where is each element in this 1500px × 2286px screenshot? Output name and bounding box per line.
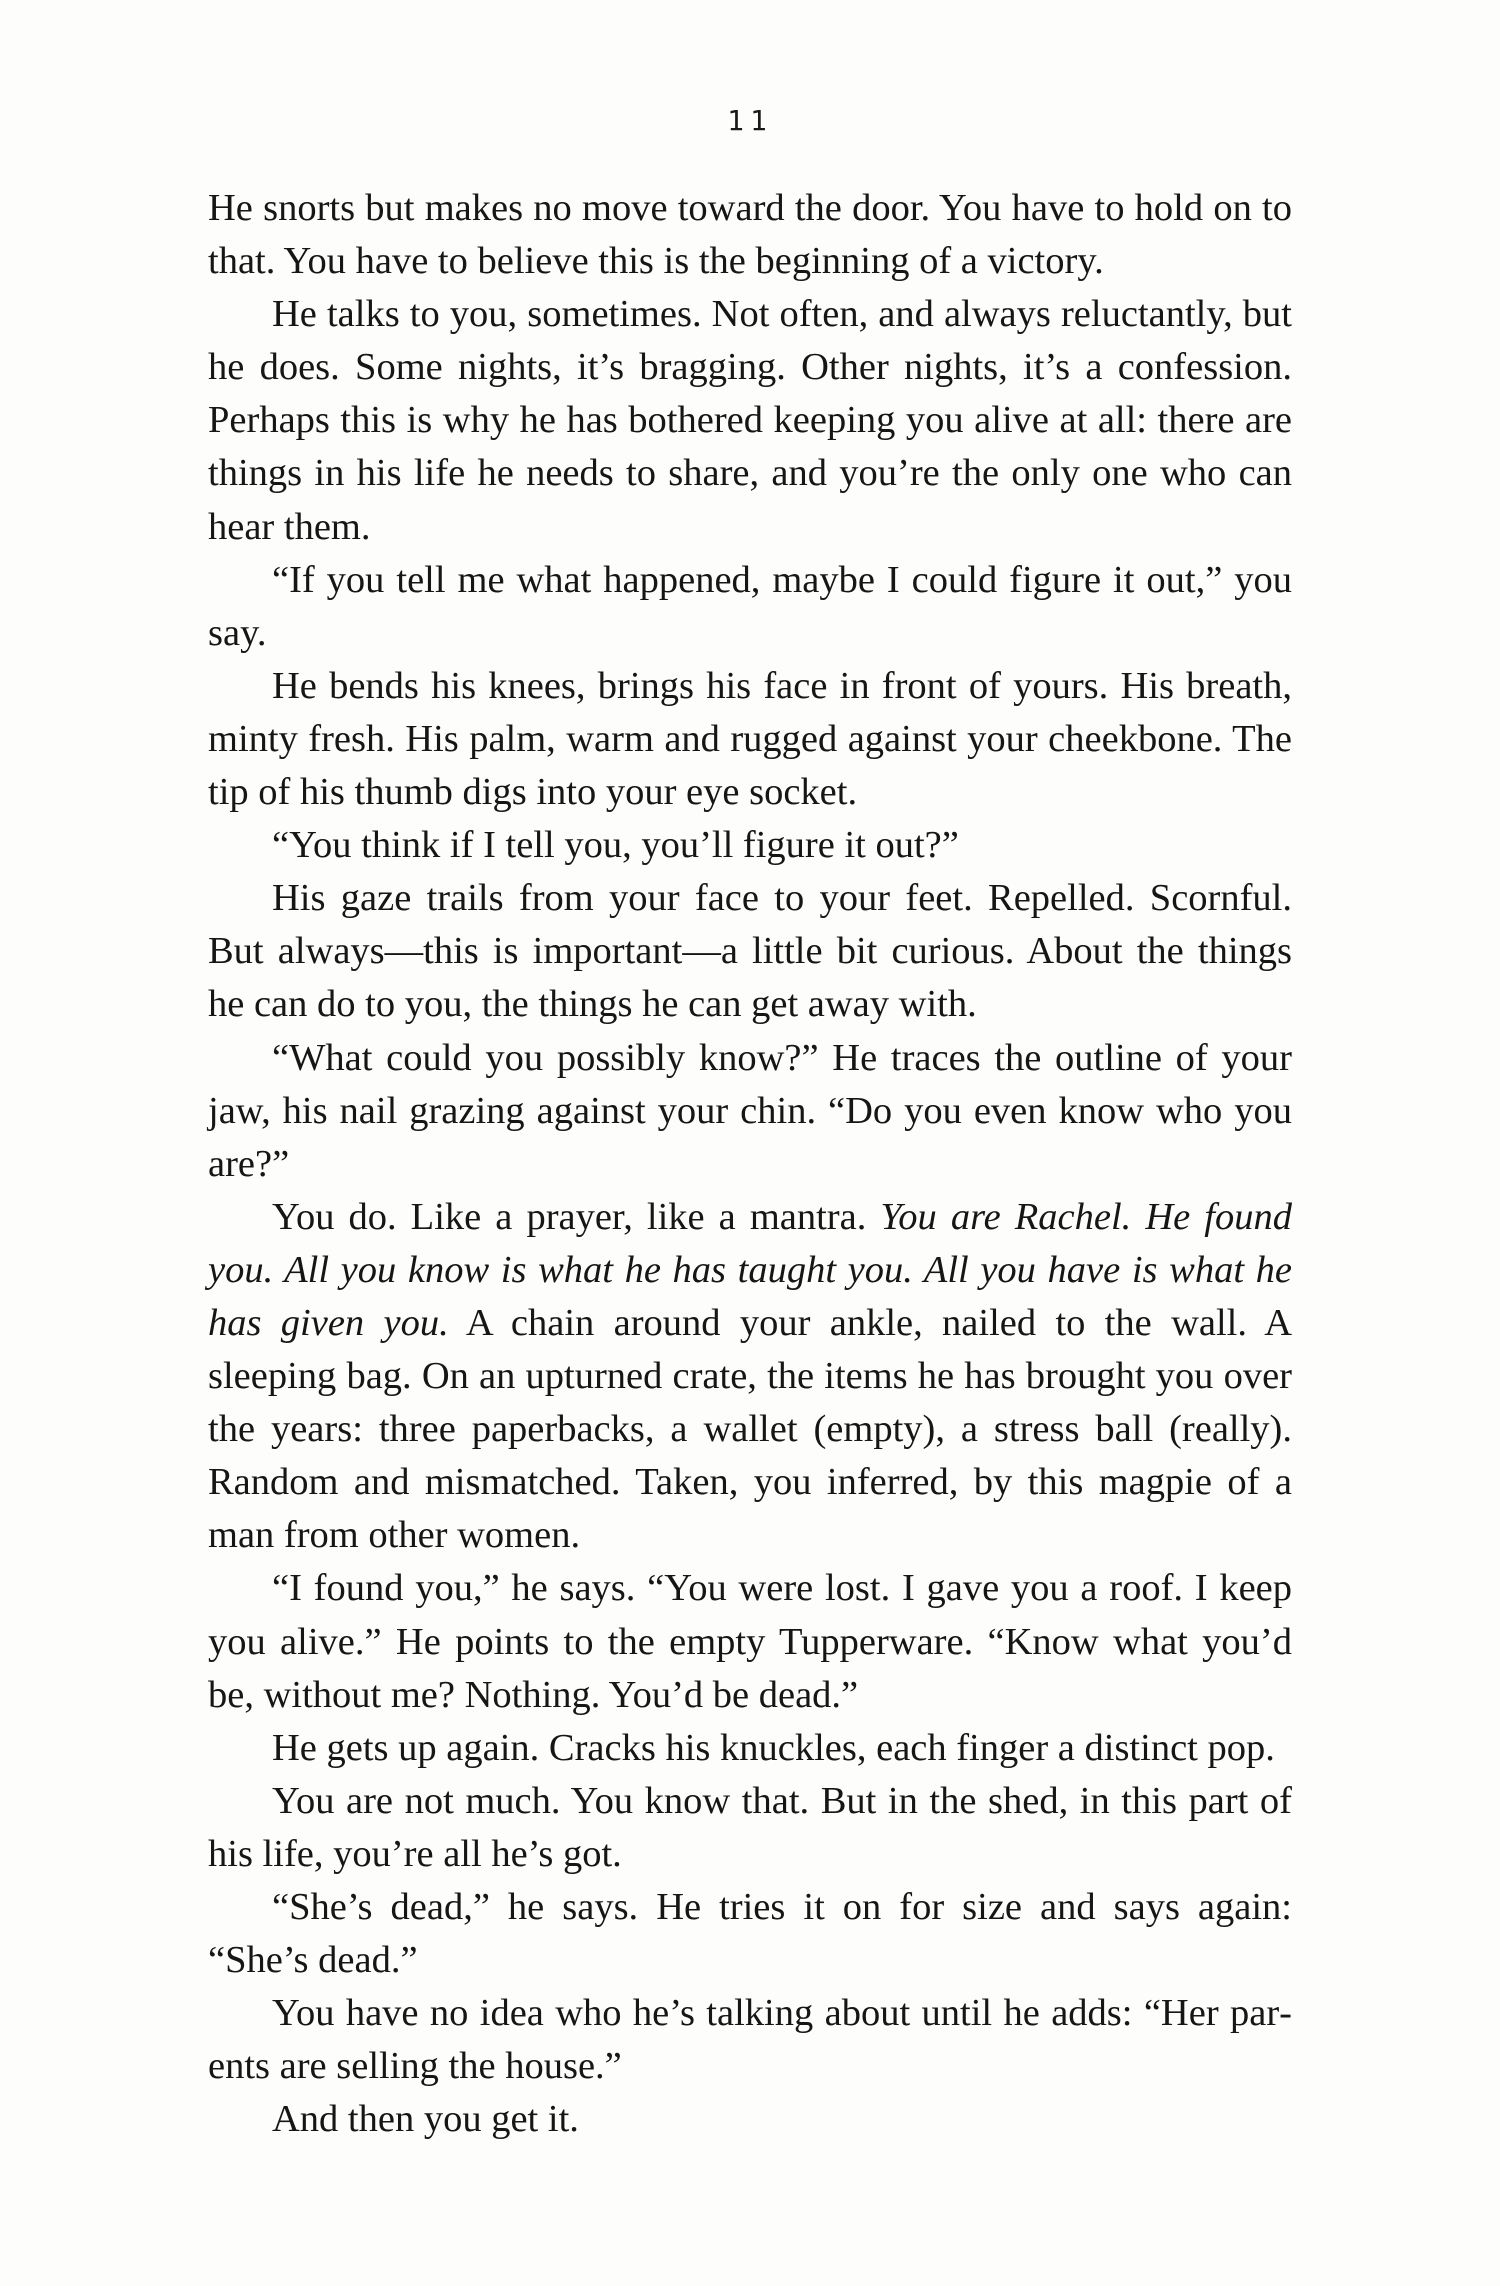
paragraph-lead: You do. Like a prayer, like a mantra. [272, 1195, 881, 1238]
italic-passage: You are Rachel. He found you. All you know is what he has taught you. All you have is what he has given you. [208, 1195, 1293, 1344]
paragraph: He gets up again. Cracks his knuckles, each finger a distinct pop. [272, 1726, 1275, 1769]
paragraph: You have no idea who he’s talking about until he adds: “Her parents are selling the house.” [208, 1992, 1292, 2088]
paragraph: You are not much. You know that. But in the shed, in this part of his life, you’re all he’s got. [208, 1779, 1292, 1875]
paragraph: “I found you,” he says. “You were lost. I gave you a roof. I keep you alive.” He points to the empty Tupperware. “Know what you’d be, without me? Nothing. You’d be dead.” [208, 1567, 1292, 1716]
paragraph: “You think if I tell you, you’ll figure it out?” [272, 824, 959, 867]
paragraph: He bends his knees, brings his face in front of yours. His breath, minty fresh. His palm, warm and rugged against your cheekbone. The tip of his thumb digs into your eye socket. [208, 664, 1292, 814]
paragraph: “What could you possibly know?” He traces the outline of your jaw, his nail grazing against your chin. “Do you even know who you are?” [208, 1036, 1292, 1185]
paragraph: He talks to you, sometimes. Not often, and always reluctantly, but he does. Some nights, it’s bragging. Other nights, it’s a confession. Perhaps this is why he has bothered keeping you alive at all: there are things in his life he needs to share, and you’re the only one who can hear them. [208, 293, 1292, 548]
paragraph: “She’s dead,” he says. He tries it on for size and says again: “She’s dead.” [208, 1886, 1292, 1982]
paragraph: His gaze trails from your face to your feet. Repelled. Scornful. But always—this is important—a little bit curious. About the things he can do to you, the things he can get away with. [208, 877, 1292, 1026]
body-text [208, 182, 1292, 2146]
paragraph: “If you tell me what happened, maybe I could figure it out,” you say. [208, 558, 1292, 654]
page-number: 11 [727, 104, 773, 137]
paragraph: And then you get it. [272, 2098, 579, 2141]
paragraph-with-italic-passage [208, 1191, 1292, 1563]
paragraph-rest: A chain around your ankle, nailed to the wall. A sleeping bag. On an upturned crate, the items he has brought you over the years: three paperbacks, a wallet (empty), a stress ball (really). Random and mismatched. Taken, you inferred, by this magpie of a man from other women. [208, 1301, 1292, 1557]
paragraph: He snorts but makes no move toward the door. You have to hold on to that. You have to believe this is the beginning of a victory. [208, 187, 1292, 283]
